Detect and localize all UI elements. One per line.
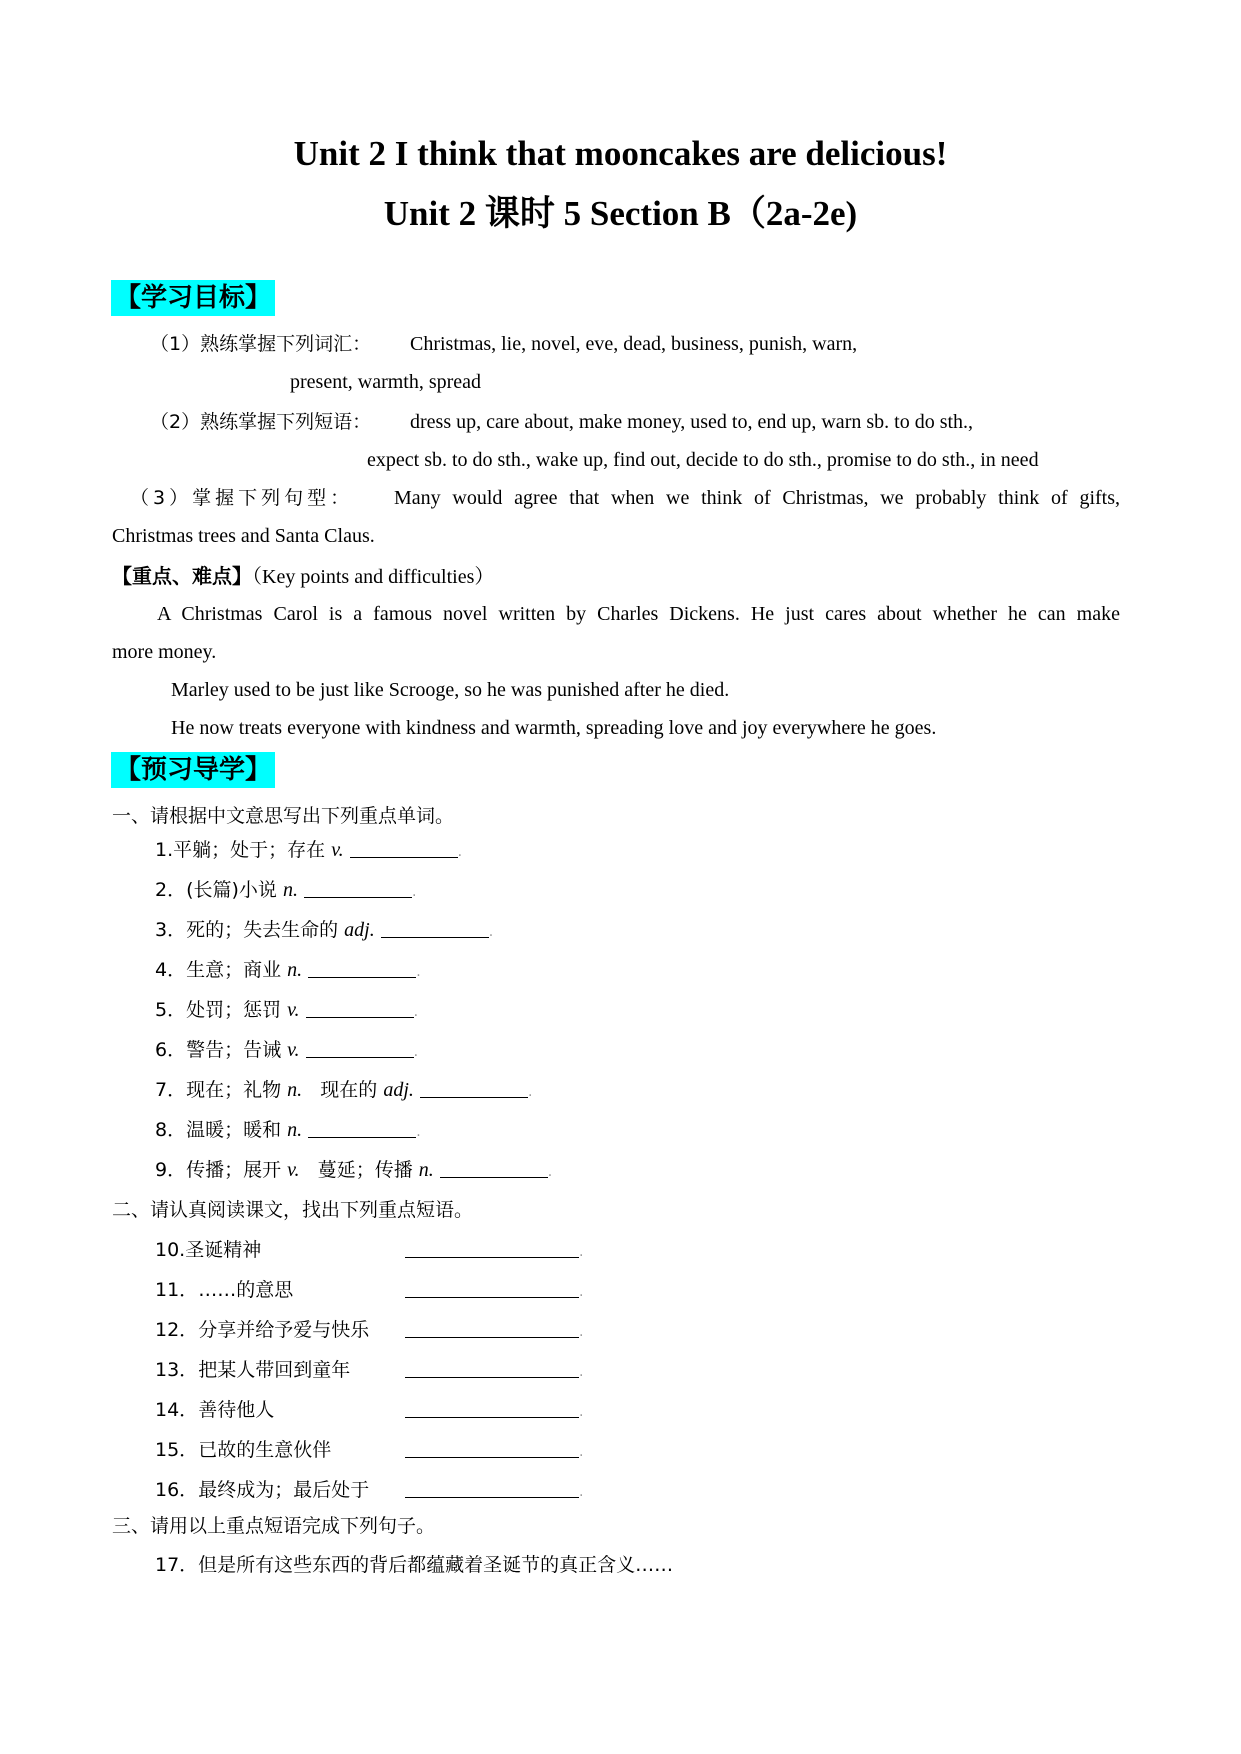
word-cn: 传播；展开 <box>186 1159 282 1181</box>
phrase-cn: 已故的生意伙伴 <box>198 1439 332 1461</box>
answer-blank[interactable] <box>405 1237 579 1258</box>
word-extra-cn: 蔓延；传播 <box>317 1159 413 1181</box>
word-cn: 警告；告诫 <box>186 1039 282 1061</box>
paragraph-mark: . <box>579 1444 584 1460</box>
word-cn: 生意；商业 <box>186 959 282 981</box>
phrase-number: 10. <box>155 1239 186 1261</box>
word-number: 1. <box>155 839 174 861</box>
word-pos: n. <box>282 879 298 901</box>
paragraph-mark: . <box>579 1244 584 1260</box>
phrase-number: 11． <box>155 1279 199 1301</box>
paragraph-mark: . <box>413 1044 419 1060</box>
phrase-number: 15． <box>155 1439 199 1461</box>
answer-blank[interactable] <box>405 1277 579 1298</box>
goal1-label: （1）熟练掌握下列词汇： <box>150 333 372 355</box>
goal3-label: （3）掌握下列句型： <box>130 487 354 509</box>
word-pos: v. <box>287 999 300 1021</box>
phrase-number: 12． <box>155 1319 199 1341</box>
phrase-cn: 圣诞精神 <box>185 1239 262 1261</box>
word-number: 5． <box>155 999 187 1021</box>
paragraph-mark: . <box>413 1004 419 1020</box>
answer-blank[interactable] <box>381 917 489 938</box>
word-number: 4． <box>155 959 187 981</box>
keypoints-label: 【重点、难点】（Key points and difficulties） <box>112 564 495 588</box>
phrase-number: 13． <box>155 1359 199 1381</box>
keypoint-1b: more money. <box>112 641 217 663</box>
word-extra-cn: 现在的 <box>320 1079 378 1101</box>
section-goals-heading: 【学习目标】 <box>111 280 275 316</box>
keypoints-text: （Key points and difficulties） <box>252 566 495 588</box>
page-title: Unit 2 I think that mooncakes are delicious! <box>293 134 948 173</box>
answer-blank[interactable] <box>405 1317 579 1338</box>
word-item <box>155 996 418 1026</box>
answer-blank[interactable] <box>304 877 412 898</box>
word-cn: 处罚；惩罚 <box>186 999 282 1021</box>
word-item <box>155 916 493 946</box>
word-number: 2． <box>155 879 187 901</box>
phrase-item <box>155 1276 583 1306</box>
part2-heading: 二、请认真阅读课文，找出下列重点短语。 <box>112 1199 474 1221</box>
phrase-cn: 善待他人 <box>198 1399 275 1421</box>
part1-heading: 一、请根据中文意思写出下列重点单词。 <box>112 805 455 827</box>
word-item <box>155 1116 421 1146</box>
phrase-item <box>155 1396 583 1426</box>
phrase-item <box>155 1316 583 1346</box>
paragraph-mark: . <box>457 844 463 860</box>
keypoint-3: He now treats everyone with kindness and warmth, spreading love and joy everywhere he goes. <box>171 717 937 739</box>
phrase-number: 14． <box>155 1399 199 1421</box>
answer-blank[interactable] <box>420 1077 528 1098</box>
phrase-item <box>155 1436 583 1466</box>
word-pos: n. <box>287 1119 303 1141</box>
part3-heading: 三、请用以上重点短语完成下列句子。 <box>112 1515 436 1537</box>
paragraph-mark: . <box>527 1084 533 1100</box>
answer-blank[interactable] <box>306 1037 414 1058</box>
answer-blank[interactable] <box>440 1157 548 1178</box>
answer-blank[interactable] <box>306 997 414 1018</box>
paragraph-mark: . <box>579 1484 584 1500</box>
word-cn: (长篇)小说 <box>186 879 277 901</box>
word-cn: 现在；礼物 <box>186 1079 282 1101</box>
word-extra-pos: adj. <box>383 1079 414 1101</box>
word-item <box>155 1156 552 1186</box>
page-subtitle: Unit 2 课时 5 Section B（2a-2e) <box>383 194 858 233</box>
phrase-cn: ……的意思 <box>198 1279 294 1301</box>
paragraph-mark: . <box>488 924 494 940</box>
section-preview-heading: 【预习导学】 <box>111 752 275 788</box>
word-item <box>155 876 416 906</box>
phrase-number: 16． <box>155 1479 199 1501</box>
word-number: 7． <box>155 1079 187 1101</box>
keypoint-2: Marley used to be just like Scrooge, so he was punished after he died. <box>171 679 730 701</box>
paragraph-mark: . <box>416 964 421 980</box>
word-pos: v. <box>287 1039 300 1061</box>
word-number: 9． <box>155 1159 187 1181</box>
answer-blank[interactable] <box>405 1397 579 1418</box>
word-number: 6． <box>155 1039 187 1061</box>
word-item <box>155 956 421 986</box>
paragraph-mark: . <box>547 1164 553 1180</box>
word-item <box>155 836 462 866</box>
word-cn: 平躺；处于；存在 <box>173 839 326 861</box>
word-pos: v. <box>287 1159 300 1181</box>
goal3-text: Many would agree that when we think of Christmas, we probably think of gifts, <box>394 487 1120 509</box>
answer-blank[interactable] <box>405 1357 579 1378</box>
phrase-cn: 把某人带回到童年 <box>198 1359 351 1381</box>
answer-blank[interactable] <box>405 1477 579 1498</box>
phrase-cn: 最终成为；最后处于 <box>198 1479 370 1501</box>
goal2-text2: expect sb. to do sth., wake up, find out, decide to do sth., promise to do sth., in need <box>367 449 1039 471</box>
word-pos: v. <box>331 839 344 861</box>
word-number: 3． <box>155 919 187 941</box>
goal2-text: dress up, care about, make money, used to, end up, warn sb. to do sth., <box>410 411 974 433</box>
word-extra-pos: n. <box>418 1159 434 1181</box>
word-pos: n. <box>287 1079 303 1101</box>
phrase-item <box>155 1236 583 1266</box>
word-pos: adj. <box>344 919 375 941</box>
paragraph-mark: . <box>579 1364 584 1380</box>
paragraph-mark: . <box>412 884 417 900</box>
phrase-item <box>155 1476 583 1506</box>
word-cn: 温暖；暖和 <box>186 1119 282 1141</box>
paragraph-mark: . <box>579 1404 584 1420</box>
answer-blank[interactable] <box>308 1117 416 1138</box>
word-item <box>155 1076 532 1106</box>
word-pos: n. <box>287 959 303 981</box>
phrase-item <box>155 1356 583 1386</box>
word-number: 8． <box>155 1119 187 1141</box>
answer-blank[interactable] <box>308 957 416 978</box>
word-cn: 死的；失去生命的 <box>186 919 339 941</box>
paragraph-mark: . <box>416 1124 421 1140</box>
goal1-text2: present, warmth, spread <box>290 371 482 393</box>
goal2-label: （2）熟练掌握下列短语： <box>150 411 372 433</box>
sentence-17: 17．但是所有这些东西的背后都蕴藏着圣诞节的真正含义…… <box>155 1554 674 1576</box>
keypoint-1: A Christmas Carol is a famous novel written by Charles Dickens. He just cares about whether he can make <box>157 603 1120 625</box>
phrase-cn: 分享并给予爱与快乐 <box>198 1319 370 1341</box>
word-item <box>155 1036 418 1066</box>
answer-blank[interactable] <box>350 837 458 858</box>
goal3-text2: Christmas trees and Santa Claus. <box>112 525 375 547</box>
goal1-text: Christmas, lie, novel, eve, dead, business, punish, warn, <box>410 333 858 355</box>
paragraph-mark: . <box>579 1324 584 1340</box>
answer-blank[interactable] <box>405 1437 579 1458</box>
paragraph-mark: . <box>579 1284 584 1300</box>
